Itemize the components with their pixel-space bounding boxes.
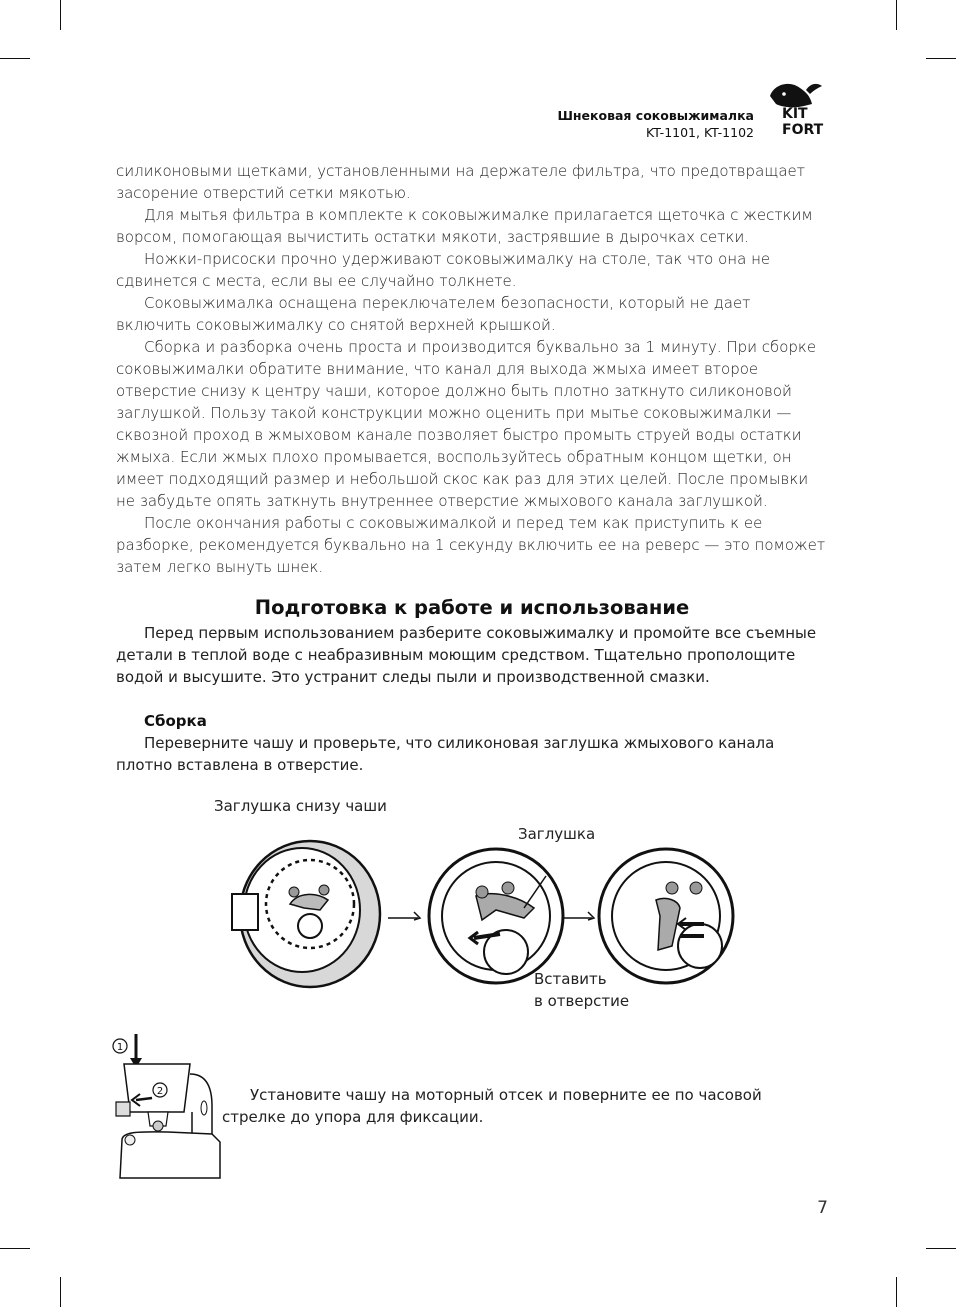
brand-logo-text: KIT FORT: [782, 106, 824, 138]
crop-mark: [926, 58, 956, 59]
header-model-numbers: KT-1101, KT-1102: [645, 125, 754, 140]
paragraph: Перед первым использованием разберите соковыжималку и промойте все съемные детали в теплой воде с неабразивным моющим средством. Тщательно прополощите водой и высушите. Это устранит следы пыли и производственной смазки.: [116, 624, 817, 686]
plug-inserted-illustration: [596, 846, 736, 986]
paragraph: Переверните чашу и проверьте, что силиконовая заглушка жмыхового канала плотно вставлена в отверстие.: [116, 734, 775, 774]
subheading: Сборка: [144, 712, 207, 730]
paragraph: Для мытья фильтра в комплекте к соковыжималке прилагается щеточка с жестким ворсом, помогающая вычистить остатки мякоти, застрявшие в дырочках сетки.: [116, 206, 813, 246]
step-1-marker: 1: [116, 1042, 124, 1053]
paragraph: Ножки-присоски прочно удерживают соковыжималку на столе, так что она не сдвинется с места, если вы ее случайно толкнете.: [116, 250, 771, 290]
body-text: [116, 160, 828, 578]
step-2-marker: 2: [156, 1086, 164, 1097]
crop-mark: [60, 1277, 61, 1307]
figure-label-plug: Заглушка: [518, 825, 596, 843]
bowl-bottom-illustration: [228, 838, 388, 998]
arrow-right-icon: [560, 906, 600, 926]
plug-closeup-illustration: [426, 846, 566, 986]
header-product-title: Шнековая соковыжималка: [557, 108, 754, 123]
paragraph: Соковыжималка оснащена переключателем безопасности, который не дает включить соковыжималку со снятой верхней крышкой.: [116, 294, 751, 334]
paragraph: Сборка и разборка очень проста и производится буквально за 1 минуту. При сборке соковыжималки обратите внимание, что канал для выхода жмыха имеет второе отверстие снизу к центру чаши, которое должно быть плотно заткнуто силиконовой заглушкой. Пользу такой конструкции можно оценить при мытье соковыжималки — сквозной проход в жмыховом канале позволяет быстро промыть струей воды остатки жмыха. Если жмых плохо промывается, воспользуйтесь обратным концом щетки, он имеет подходящий размер и небольшой скос как раз для этих целей. После промывки не забудьте опять заткнуть внутреннее отверстие жмыхового канала заглушкой.: [116, 338, 817, 510]
figure-label-insert: Вставить: [534, 970, 607, 988]
paragraph: силиконовыми щетками, установленными на держателе фильтра, что предотвращает засорение отверстий сетки мякотью.: [116, 162, 805, 202]
crop-mark: [0, 1248, 30, 1249]
paragraph: Установите чашу на моторный отсек и поверните ее по часовой стрелке до упора для фиксации.: [222, 1086, 762, 1126]
arrow-right-icon: [386, 906, 426, 926]
paragraph: После окончания работы с соковыжималкой и перед тем как приступить к ее разборке, рекомендуется буквально на 1 секунду включить ее на реверс — это поможет затем легко вынуть шнек.: [116, 514, 826, 576]
crop-mark: [926, 1248, 956, 1249]
crop-mark: [896, 1277, 897, 1307]
section-body: [116, 622, 828, 776]
figure-label-insert: в отверстие: [534, 992, 630, 1010]
crop-mark: [60, 0, 61, 30]
crop-mark: [0, 58, 30, 59]
juicer-assembly-illustration: [108, 1030, 224, 1180]
page-number: 7: [817, 1198, 828, 1218]
crop-mark: [896, 0, 897, 30]
section-title: Подготовка к работе и использование: [254, 596, 690, 619]
install-instruction: [222, 1084, 822, 1128]
figure-label-bottom-plug: Заглушка снизу чаши: [214, 797, 387, 815]
